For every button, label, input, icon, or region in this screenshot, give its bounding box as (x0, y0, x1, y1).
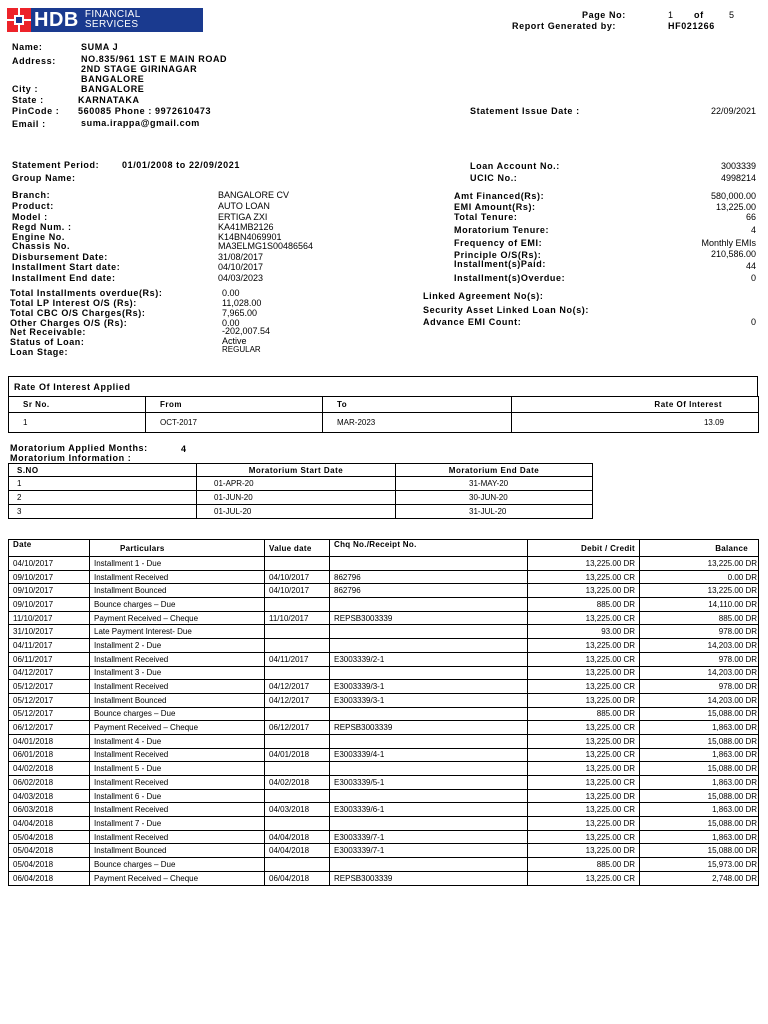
logo-brand: HDB (34, 8, 79, 31)
txn-particulars: Installment 5 - Due (90, 762, 265, 776)
txn-balance: 14,203.00 DR (640, 666, 759, 680)
loan-field-value: ERTIGA ZXI (218, 212, 268, 222)
moratorium-cell: 01-JUN-20 (197, 491, 396, 505)
txn-date: 04/03/2018 (9, 789, 90, 803)
txn-receipt-no (330, 762, 528, 776)
txn-value-date (265, 707, 330, 721)
hdb-logo (7, 8, 203, 32)
table-row (9, 803, 759, 817)
header-debit-credit: Debit / Credit (528, 540, 640, 557)
txn-particulars: Payment Received – Cheque (90, 611, 265, 625)
txn-particulars: Installment 4 - Due (90, 734, 265, 748)
txn-date: 06/04/2018 (9, 871, 90, 885)
txn-date: 04/10/2017 (9, 557, 90, 571)
txn-value-date: 06/04/2018 (265, 871, 330, 885)
pincode-phone: 560085 Phone : 9972610473 (78, 106, 212, 116)
txn-receipt-no (330, 557, 528, 571)
roi-header-row (9, 397, 759, 413)
loan-field-value: 210,586.00 (710, 249, 756, 259)
loan-field-label: Amt Financed(Rs): (454, 191, 545, 201)
table-row (9, 652, 759, 666)
table-row (9, 666, 759, 680)
city-label: City : (12, 84, 39, 94)
txn-value-date: 04/11/2017 (265, 652, 330, 666)
txn-value-date: 04/10/2017 (265, 570, 330, 584)
moratorium-cell: 01-APR-20 (197, 477, 396, 491)
txn-particulars: Installment 7 - Due (90, 817, 265, 831)
txn-receipt-no (330, 734, 528, 748)
txn-receipt-no: REPSB3003339 (330, 871, 528, 885)
txn-balance: 1,863.00 DR (640, 830, 759, 844)
address-line-2: 2ND STAGE GIRINAGAR (81, 64, 198, 74)
email-value: suma.irappa@gmail.com (81, 118, 200, 128)
txn-value-date: 04/04/2018 (265, 830, 330, 844)
dues-value: Active (222, 336, 247, 346)
security-asset-label: Security Asset Linked Loan No(s): (423, 305, 589, 315)
txn-debit-credit: 93.00 DR (528, 625, 640, 639)
txn-date: 09/10/2017 (9, 584, 90, 598)
txn-receipt-no (330, 707, 528, 721)
dues-label: Total LP Interest O/S (Rs): (10, 298, 137, 308)
page-no-label: Page No: (582, 10, 626, 20)
loan-field-value: 4 (750, 225, 756, 235)
txn-balance: 15,088.00 DR (640, 707, 759, 721)
txn-balance: 15,088.00 DR (640, 817, 759, 831)
dues-value: REGULAR (222, 345, 261, 354)
txn-receipt-no: E3003339/3-1 (330, 693, 528, 707)
txn-value-date: 04/12/2017 (265, 680, 330, 694)
txn-date: 06/03/2018 (9, 803, 90, 817)
txn-receipt-no: REPSB3003339 (330, 721, 528, 735)
loan-field-value: AUTO LOAN (218, 201, 270, 211)
txn-receipt-no: E3003339/6-1 (330, 803, 528, 817)
table-row (9, 776, 759, 790)
txn-balance: 13,225.00 DR (640, 557, 759, 571)
txn-receipt-no: E3003339/2-1 (330, 652, 528, 666)
table-row (9, 858, 759, 872)
period-value: 01/01/2008 to 22/09/2021 (122, 160, 240, 170)
txn-debit-credit: 13,225.00 DR (528, 584, 640, 598)
moratorium-info-label: Moratorium Information : (10, 453, 132, 463)
txn-date: 05/12/2017 (9, 693, 90, 707)
txn-debit-credit: 13,225.00 DR (528, 693, 640, 707)
page-total: 5 (729, 10, 735, 20)
name-label: Name: (12, 42, 43, 52)
table-row (9, 830, 759, 844)
loan-field-label: Installment(s)Paid: (454, 259, 546, 269)
txn-receipt-no (330, 789, 528, 803)
txn-balance: 15,088.00 DR (640, 844, 759, 858)
txn-value-date (265, 639, 330, 653)
txn-value-date (265, 789, 330, 803)
txn-value-date (265, 858, 330, 872)
linked-agreement-label: Linked Agreement No(s): (423, 291, 544, 301)
loan-field-value: 66 (745, 212, 756, 222)
table-row (9, 680, 759, 694)
txn-receipt-no: E3003339/3-1 (330, 680, 528, 694)
loan-account: 3003339 (720, 161, 756, 171)
roi-header-cell: From (146, 397, 323, 413)
txn-date: 09/10/2017 (9, 570, 90, 584)
loan-field-value: K14BN4069901 (218, 232, 282, 242)
txn-date: 11/10/2017 (9, 611, 90, 625)
dues-value: -202,007.54 (222, 326, 271, 336)
moratorium-header-cell: S.NO (9, 464, 197, 477)
loan-field-value: 0 (750, 273, 756, 283)
txn-balance: 978.00 DR (640, 625, 759, 639)
txn-date: 05/04/2018 (9, 844, 90, 858)
txn-receipt-no: E3003339/4-1 (330, 748, 528, 762)
table-row (9, 598, 759, 612)
txn-balance: 978.00 DR (640, 680, 759, 694)
loan-field-label: Principle O/S(Rs): (454, 250, 542, 260)
table-row (9, 557, 759, 571)
page-no: 1 (668, 10, 674, 20)
moratorium-header-row (9, 464, 593, 477)
page-of-label: of (694, 10, 704, 20)
roi-header-cell: Sr No. (9, 397, 146, 413)
address-line-3: BANGALORE (81, 74, 145, 84)
loan-field-value: 44 (745, 261, 756, 271)
txn-receipt-no (330, 625, 528, 639)
roi-cell: 13.09 (512, 413, 759, 433)
dues-label: Loan Stage: (10, 347, 69, 357)
loan-field-value: MA3ELMG1S00486564 (218, 241, 314, 251)
dues-label: Total CBC O/S Charges(Rs): (10, 308, 146, 318)
txn-value-date: 11/10/2017 (265, 611, 330, 625)
txn-balance: 13,225.00 DR (640, 584, 759, 598)
loan-field-value: 04/10/2017 (218, 262, 264, 272)
txn-date: 31/10/2017 (9, 625, 90, 639)
txn-value-date: 04/03/2018 (265, 803, 330, 817)
txn-date: 06/01/2018 (9, 748, 90, 762)
txn-value-date (265, 625, 330, 639)
loan-field-value: Monthly EMIs (701, 238, 756, 248)
dues-label: Status of Loan: (10, 337, 85, 347)
loan-field-label: Installment(s)Overdue: (454, 273, 566, 283)
txn-balance: 1,863.00 DR (640, 748, 759, 762)
loan-field-value: KA41MB2126 (218, 222, 274, 232)
advance-emi-label: Advance EMI Count: (423, 317, 522, 327)
transactions-table (8, 539, 759, 886)
group-name-label: Group Name: (12, 173, 76, 183)
moratorium-applied-label: Moratorium Applied Months: (10, 443, 148, 453)
txn-balance: 2,748.00 DR (640, 871, 759, 885)
loan-field-label: Installment Start date: (12, 262, 121, 272)
txn-particulars: Installment 2 - Due (90, 639, 265, 653)
roi-header-cell: To (323, 397, 512, 413)
dues-label: Other Charges O/S (Rs): (10, 318, 128, 328)
txn-date: 09/10/2017 (9, 598, 90, 612)
txn-particulars: Late Payment Interest- Due (90, 625, 265, 639)
roi-cell: OCT-2017 (146, 413, 323, 433)
loan-field-label: Disbursement Date: (12, 252, 108, 262)
txn-balance: 14,203.00 DR (640, 693, 759, 707)
moratorium-header-cell: Moratorium Start Date (197, 464, 396, 477)
table-row (9, 844, 759, 858)
dues-value: 11,028.00 (222, 298, 262, 308)
txn-balance: 1,863.00 DR (640, 721, 759, 735)
loan-field-label: Moratorium Tenure: (454, 225, 550, 235)
txn-balance: 1,863.00 DR (640, 776, 759, 790)
txn-date: 04/12/2017 (9, 666, 90, 680)
txn-date: 05/04/2018 (9, 858, 90, 872)
txn-receipt-no (330, 639, 528, 653)
txn-balance: 15,088.00 DR (640, 789, 759, 803)
txn-particulars: Installment Bounced (90, 584, 265, 598)
address-label: Address: (12, 56, 56, 66)
txn-particulars: Installment Received (90, 748, 265, 762)
txn-debit-credit: 13,225.00 DR (528, 734, 640, 748)
logo-tagline: FINANCIAL SERVICES (84, 9, 141, 30)
loan-field-label: Frequency of EMI: (454, 238, 543, 248)
ucic-label: UCIC No.: (470, 173, 518, 183)
roi-cell: 1 (9, 413, 146, 433)
txn-debit-credit: 13,225.00 DR (528, 666, 640, 680)
issue-date: 22/09/2021 (710, 106, 756, 116)
txn-particulars: Installment 1 - Due (90, 557, 265, 571)
moratorium-applied-value: 4 (181, 444, 187, 454)
txn-particulars: Bounce charges – Due (90, 858, 265, 872)
loan-field-value: 31/08/2017 (218, 252, 264, 262)
txn-date: 05/12/2017 (9, 707, 90, 721)
dues-label: Total Installments overdue(Rs): (10, 288, 163, 298)
header-particulars: Particulars (90, 540, 265, 557)
txn-debit-credit: 13,225.00 DR (528, 762, 640, 776)
header-value-date: Value date (265, 540, 330, 557)
moratorium-row (9, 477, 593, 491)
loan-field-value: 13,225.00 (715, 202, 756, 212)
txn-balance: 885.00 DR (640, 611, 759, 625)
txn-debit-credit: 13,225.00 CR (528, 748, 640, 762)
txn-date: 04/01/2018 (9, 734, 90, 748)
txn-particulars: Installment Received (90, 680, 265, 694)
loan-field-label: Branch: (12, 190, 51, 200)
txn-particulars: Bounce charges – Due (90, 598, 265, 612)
txn-date: 05/04/2018 (9, 830, 90, 844)
txn-value-date: 04/10/2017 (265, 584, 330, 598)
txn-debit-credit: 13,225.00 CR (528, 611, 640, 625)
txn-receipt-no: REPSB3003339 (330, 611, 528, 625)
table-row (9, 584, 759, 598)
customer-name: SUMA J (81, 42, 119, 52)
moratorium-cell: 31-JUL-20 (396, 505, 593, 519)
txn-particulars: Installment Received (90, 652, 265, 666)
table-row (9, 707, 759, 721)
txn-receipt-no (330, 858, 528, 872)
table-row (9, 611, 759, 625)
txn-date: 04/04/2018 (9, 817, 90, 831)
txn-balance: 15,973.00 DR (640, 858, 759, 872)
txn-receipt-no: E3003339/5-1 (330, 776, 528, 790)
txn-debit-credit: 13,225.00 CR (528, 570, 640, 584)
txn-particulars: Bounce charges – Due (90, 707, 265, 721)
loan-field-label: Chassis No. (12, 241, 71, 251)
table-row (9, 625, 759, 639)
txn-debit-credit: 885.00 DR (528, 858, 640, 872)
txn-value-date: 04/02/2018 (265, 776, 330, 790)
txn-debit-credit: 885.00 DR (528, 707, 640, 721)
loan-field-label: Regd Num. : (12, 222, 72, 232)
dues-value: 0.00 (222, 318, 240, 328)
txn-particulars: Installment Bounced (90, 693, 265, 707)
txn-particulars: Installment Received (90, 803, 265, 817)
txn-balance: 14,203.00 DR (640, 639, 759, 653)
txn-debit-credit: 13,225.00 DR (528, 844, 640, 858)
txn-date: 06/12/2017 (9, 721, 90, 735)
transactions-header-row (9, 540, 759, 557)
loan-field-label: Product: (12, 201, 54, 211)
txn-value-date (265, 666, 330, 680)
txn-debit-credit: 13,225.00 DR (528, 557, 640, 571)
table-row (9, 762, 759, 776)
txn-particulars: Installment Received (90, 570, 265, 584)
loan-field-label: EMI Amount(Rs): (454, 202, 536, 212)
table-row (9, 817, 759, 831)
period-label: Statement Period: (12, 160, 100, 170)
roi-table (8, 396, 759, 433)
table-row (9, 871, 759, 885)
moratorium-cell: 3 (9, 505, 197, 519)
txn-value-date (265, 817, 330, 831)
txn-receipt-no (330, 817, 528, 831)
txn-debit-credit: 13,225.00 CR (528, 776, 640, 790)
roi-title: Rate Of Interest Applied (8, 376, 758, 396)
txn-debit-credit: 13,225.00 CR (528, 803, 640, 817)
txn-balance: 0.00 DR (640, 570, 759, 584)
txn-receipt-no: E3003339/7-1 (330, 830, 528, 844)
generated-by: HF021266 (668, 21, 715, 31)
loan-field-value: 04/03/2023 (218, 273, 264, 283)
txn-balance: 1,863.00 DR (640, 803, 759, 817)
issue-date-label: Statement Issue Date : (470, 106, 580, 116)
advance-emi-value: 0 (750, 317, 756, 327)
city-value: BANGALORE (81, 84, 145, 94)
table-row (9, 734, 759, 748)
moratorium-cell: 31-MAY-20 (396, 477, 593, 491)
txn-receipt-no (330, 598, 528, 612)
txn-date: 06/11/2017 (9, 652, 90, 666)
txn-receipt-no: 862796 (330, 584, 528, 598)
generated-by-label: Report Generated by: (512, 21, 617, 31)
txn-value-date: 04/01/2018 (265, 748, 330, 762)
ucic-value: 4998214 (720, 173, 756, 183)
state-value: KARNATAKA (78, 95, 140, 105)
loan-field-value: BANGALORE CV (218, 190, 290, 200)
txn-value-date (265, 598, 330, 612)
txn-balance: 14,110.00 DR (640, 598, 759, 612)
dues-value: 7,965.00 (222, 308, 258, 318)
txn-debit-credit: 13,225.00 CR (528, 652, 640, 666)
txn-particulars: Installment Received (90, 776, 265, 790)
txn-value-date: 06/12/2017 (265, 721, 330, 735)
address-line-1: NO.835/961 1ST E MAIN ROAD (81, 54, 228, 64)
dues-value: 0.00 (222, 288, 240, 298)
transactions-body (9, 557, 759, 886)
hdb-logo-icon (7, 8, 31, 32)
txn-date: 04/11/2017 (9, 639, 90, 653)
txn-debit-credit: 13,225.00 DR (528, 789, 640, 803)
roi-header-cell: Rate Of Interest (512, 397, 759, 413)
txn-receipt-no: E3003339/7-1 (330, 844, 528, 858)
table-row (9, 570, 759, 584)
loan-account-label: Loan Account No.: (470, 161, 560, 171)
dues-label: Net Receivable: (10, 327, 87, 337)
loan-field-label: Engine No. (12, 232, 65, 242)
txn-balance: 15,088.00 DR (640, 762, 759, 776)
txn-receipt-no (330, 666, 528, 680)
txn-date: 06/02/2018 (9, 776, 90, 790)
table-row (9, 639, 759, 653)
txn-debit-credit: 13,225.00 CR (528, 830, 640, 844)
txn-debit-credit: 13,225.00 DR (528, 639, 640, 653)
txn-debit-credit: 13,225.00 CR (528, 871, 640, 885)
header-date: Date (9, 540, 90, 557)
txn-value-date (265, 734, 330, 748)
moratorium-cell: 01-JUL-20 (197, 505, 396, 519)
txn-date: 05/12/2017 (9, 680, 90, 694)
moratorium-header-cell: Moratorium End Date (396, 464, 593, 477)
table-row (9, 693, 759, 707)
loan-field-label: Total Tenure: (454, 212, 518, 222)
txn-debit-credit: 885.00 DR (528, 598, 640, 612)
txn-value-date: 04/12/2017 (265, 693, 330, 707)
txn-particulars: Installment 6 - Due (90, 789, 265, 803)
table-row (9, 789, 759, 803)
roi-cell: MAR-2023 (323, 413, 512, 433)
loan-field-label: Model : (12, 212, 48, 222)
loan-field-label: Installment End date: (12, 273, 116, 283)
txn-particulars: Installment Bounced (90, 844, 265, 858)
pincode-label: PinCode : (12, 106, 60, 116)
txn-particulars: Payment Received – Cheque (90, 871, 265, 885)
txn-receipt-no: 862796 (330, 570, 528, 584)
moratorium-table (8, 463, 593, 519)
txn-balance: 978.00 DR (640, 652, 759, 666)
header-balance: Balance (640, 540, 759, 557)
txn-value-date (265, 557, 330, 571)
txn-date: 04/02/2018 (9, 762, 90, 776)
txn-debit-credit: 13,225.00 CR (528, 680, 640, 694)
txn-debit-credit: 13,225.00 CR (528, 721, 640, 735)
moratorium-row (9, 491, 593, 505)
table-row (9, 748, 759, 762)
moratorium-cell: 30-JUN-20 (396, 491, 593, 505)
txn-particulars: Payment Received – Cheque (90, 721, 265, 735)
txn-value-date: 04/04/2018 (265, 844, 330, 858)
txn-particulars: Installment 3 - Due (90, 666, 265, 680)
txn-balance: 15,088.00 DR (640, 734, 759, 748)
state-label: State : (12, 95, 44, 105)
loan-field-value: 580,000.00 (710, 191, 756, 201)
txn-value-date (265, 762, 330, 776)
table-row (9, 721, 759, 735)
txn-particulars: Installment Received (90, 830, 265, 844)
txn-debit-credit: 13,225.00 DR (528, 817, 640, 831)
header-receipt-no: Chq No./Receipt No. (330, 540, 528, 557)
moratorium-cell: 2 (9, 491, 197, 505)
roi-row (9, 413, 759, 433)
moratorium-row (9, 505, 593, 519)
email-label: Email : (12, 119, 46, 129)
moratorium-cell: 1 (9, 477, 197, 491)
